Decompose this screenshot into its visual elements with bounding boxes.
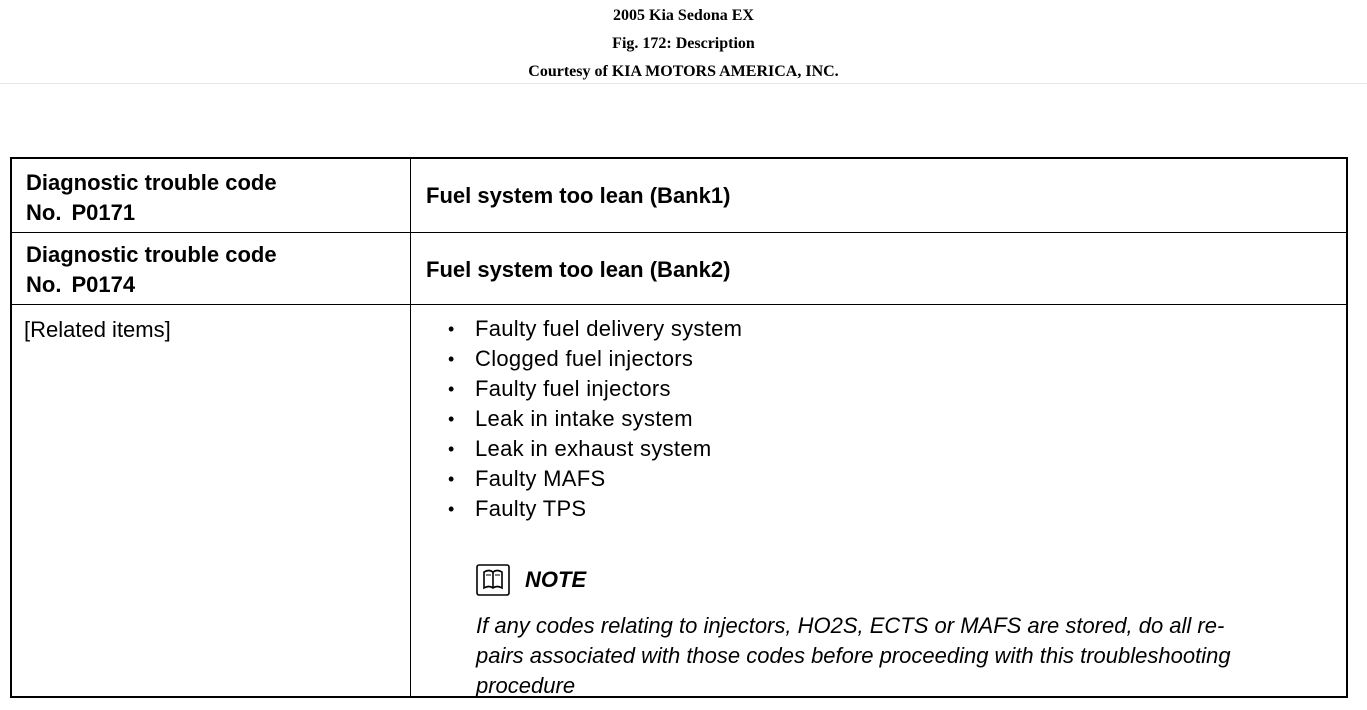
vehicle-title: 2005 Kia Sedona EX — [613, 7, 754, 24]
list-item-text: Leak in intake system — [475, 406, 693, 431]
dtc-number-prefix: No. — [26, 200, 62, 225]
note-line: If any codes relating to injectors, HO2S, ECTS or MAFS are stored, do all re- — [476, 613, 1225, 638]
page-header — [0, 0, 1367, 84]
list-item-text: Faulty TPS — [475, 496, 587, 521]
list-item — [448, 434, 742, 464]
dtc-description-p0171: Fuel system too lean (Bank1) — [426, 183, 731, 208]
related-items-list — [448, 314, 742, 524]
list-item-text: Faulty MAFS — [475, 466, 606, 491]
dtc-number — [26, 270, 277, 300]
figure-caption: Fig. 172: Description — [612, 35, 755, 52]
list-item — [448, 374, 742, 404]
list-item-text: Leak in exhaust system — [475, 436, 712, 461]
list-item-text: Faulty fuel injectors — [475, 376, 671, 401]
list-item — [448, 494, 742, 524]
list-item-text: Faulty fuel delivery system — [475, 316, 743, 341]
row-divider — [12, 304, 1346, 305]
list-item — [448, 344, 742, 374]
courtesy-line: Courtesy of KIA MOTORS AMERICA, INC. — [528, 63, 839, 80]
dtc-label-text: Diagnostic trouble code — [26, 170, 277, 195]
note-line: pairs associated with those codes before proceeding with this troubleshooting — [476, 643, 1231, 668]
note-text — [476, 611, 1346, 701]
bullet-icon: • — [448, 439, 455, 459]
dtc-label-text: Diagnostic trouble code — [26, 242, 277, 267]
bullet-icon: • — [448, 469, 455, 489]
list-item-text: Clogged fuel injectors — [475, 346, 694, 371]
bullet-icon: • — [448, 349, 455, 369]
bullet-icon: • — [448, 499, 455, 519]
dtc-code: P0174 — [71, 272, 136, 297]
dtc-number-prefix: No. — [26, 272, 62, 297]
dtc-label-p0171 — [26, 168, 277, 228]
note-line: procedure — [476, 673, 576, 698]
bullet-icon: • — [448, 409, 455, 429]
list-item — [448, 404, 742, 434]
note-title: NOTE — [525, 567, 587, 592]
dtc-description-p0174: Fuel system too lean (Bank2) — [426, 257, 731, 282]
bullet-icon: • — [448, 319, 455, 339]
dtc-label-p0174 — [26, 240, 277, 300]
dtc-number — [26, 198, 277, 228]
book-icon — [476, 564, 510, 596]
list-item — [448, 464, 742, 494]
row-divider — [12, 232, 1346, 233]
list-item — [448, 314, 742, 344]
column-divider — [410, 159, 411, 696]
dtc-code: P0171 — [71, 200, 136, 225]
bullet-icon: • — [448, 379, 455, 399]
dtc-table — [10, 157, 1348, 698]
related-items-label: [Related items] — [24, 317, 171, 342]
